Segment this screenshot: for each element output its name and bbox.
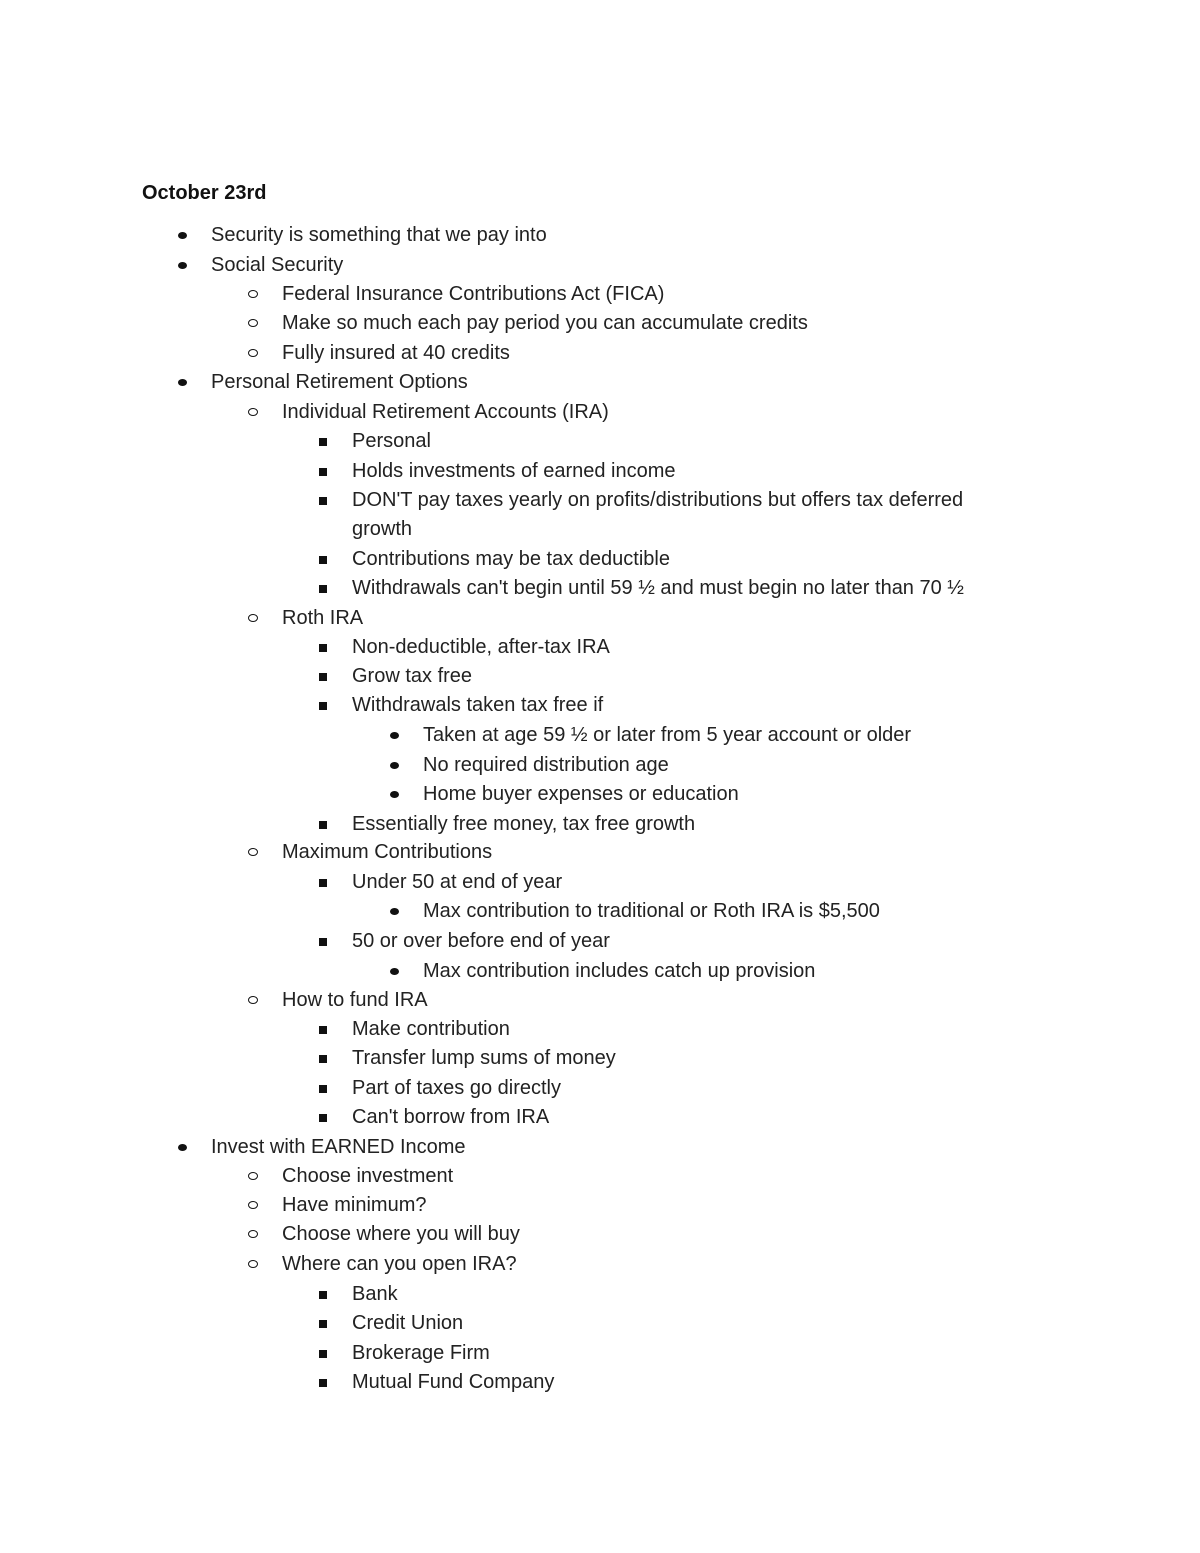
list-item-text: growth	[352, 518, 413, 540]
disc-bullet-icon	[390, 762, 399, 769]
list-item-text: DON'T pay taxes yearly on profits/distributions but offers tax deferred	[352, 489, 964, 511]
circle-bullet-icon	[248, 408, 258, 416]
list-item-text: Max contribution includes catch up provision	[423, 960, 816, 982]
list-item-text: Make contribution	[352, 1018, 510, 1040]
list-item-text: Personal Retirement Options	[211, 371, 468, 393]
disc-bullet-icon	[390, 732, 399, 739]
list-item-text: Transfer lump sums of money	[352, 1047, 616, 1069]
list-item-text: Where can you open IRA?	[282, 1253, 517, 1275]
square-bullet-icon	[319, 1114, 327, 1122]
list-item-text: Credit Union	[352, 1312, 464, 1334]
square-bullet-icon	[319, 673, 327, 681]
list-item-text: Contributions may be tax deductible	[352, 548, 670, 570]
circle-bullet-icon	[248, 1260, 258, 1268]
list-item-text: Under 50 at end of year	[352, 871, 563, 893]
circle-bullet-icon	[248, 319, 258, 327]
list-item-text: Social Security	[211, 254, 344, 276]
square-bullet-icon	[319, 1026, 327, 1034]
disc-bullet-icon	[178, 379, 187, 386]
square-bullet-icon	[319, 1291, 327, 1299]
square-bullet-icon	[319, 438, 327, 446]
square-bullet-icon	[319, 468, 327, 476]
list-item-text: How to fund IRA	[282, 989, 428, 1011]
list-item-text: Mutual Fund Company	[352, 1371, 555, 1393]
list-item-text: Security is something that we pay into	[211, 224, 547, 246]
square-bullet-icon	[319, 644, 327, 652]
list-item-text: Can't borrow from IRA	[352, 1106, 550, 1128]
circle-bullet-icon	[248, 1230, 258, 1238]
disc-bullet-icon	[390, 968, 399, 975]
list-item-text: Roth IRA	[282, 607, 364, 629]
disc-bullet-icon	[390, 791, 399, 798]
square-bullet-icon	[319, 556, 327, 564]
circle-bullet-icon	[248, 349, 258, 357]
list-item-text: Brokerage Firm	[352, 1342, 490, 1364]
square-bullet-icon	[319, 497, 327, 505]
list-item-text: Essentially free money, tax free growth	[352, 813, 696, 835]
list-item-text: 50 or over before end of year	[352, 930, 610, 952]
list-item-text: Personal	[352, 430, 431, 452]
disc-bullet-icon	[178, 262, 187, 269]
list-item-text: Withdrawals taken tax free if	[352, 694, 604, 716]
circle-bullet-icon	[248, 614, 258, 622]
square-bullet-icon	[319, 879, 327, 887]
list-item-text: Part of taxes go directly	[352, 1077, 561, 1099]
list-item-text: Holds investments of earned income	[352, 460, 676, 482]
disc-bullet-icon	[390, 908, 399, 915]
list-item-text: Choose where you will buy	[282, 1223, 520, 1245]
list-item-text: Fully insured at 40 credits	[282, 342, 510, 364]
list-item-text: Choose investment	[282, 1165, 454, 1187]
page-title: October 23rd	[142, 182, 267, 204]
disc-bullet-icon	[178, 232, 187, 239]
circle-bullet-icon	[248, 1201, 258, 1209]
disc-bullet-icon	[178, 1144, 187, 1151]
list-item-text: Individual Retirement Accounts (IRA)	[282, 401, 609, 423]
square-bullet-icon	[319, 1055, 327, 1063]
square-bullet-icon	[319, 585, 327, 593]
list-item-text: Withdrawals can't begin until 59 ½ and must begin no later than 70 ½	[352, 577, 964, 599]
list-item-text: Federal Insurance Contributions Act (FICA)	[282, 283, 665, 305]
square-bullet-icon	[319, 1350, 327, 1358]
list-item-text: Invest with EARNED Income	[211, 1136, 466, 1158]
circle-bullet-icon	[248, 848, 258, 856]
list-item-text: Make so much each pay period you can accumulate credits	[282, 312, 808, 334]
list-item-text: Have minimum?	[282, 1194, 427, 1216]
square-bullet-icon	[319, 1320, 327, 1328]
list-item-text: Non-deductible, after-tax IRA	[352, 636, 610, 658]
list-item-text: Max contribution to traditional or Roth IRA is $5,500	[423, 900, 880, 922]
square-bullet-icon	[319, 821, 327, 829]
list-item-text: Grow tax free	[352, 665, 473, 687]
list-item-text: Taken at age 59 ½ or later from 5 year account or older	[423, 724, 912, 746]
list-item-text: No required distribution age	[423, 754, 669, 776]
square-bullet-icon	[319, 702, 327, 710]
square-bullet-icon	[319, 1085, 327, 1093]
circle-bullet-icon	[248, 290, 258, 298]
list-item-text: Home buyer expenses or education	[423, 783, 739, 805]
circle-bullet-icon	[248, 1172, 258, 1180]
square-bullet-icon	[319, 1379, 327, 1387]
list-item-text: Bank	[352, 1283, 398, 1305]
circle-bullet-icon	[248, 996, 258, 1004]
square-bullet-icon	[319, 938, 327, 946]
list-item-text: Maximum Contributions	[282, 841, 493, 863]
